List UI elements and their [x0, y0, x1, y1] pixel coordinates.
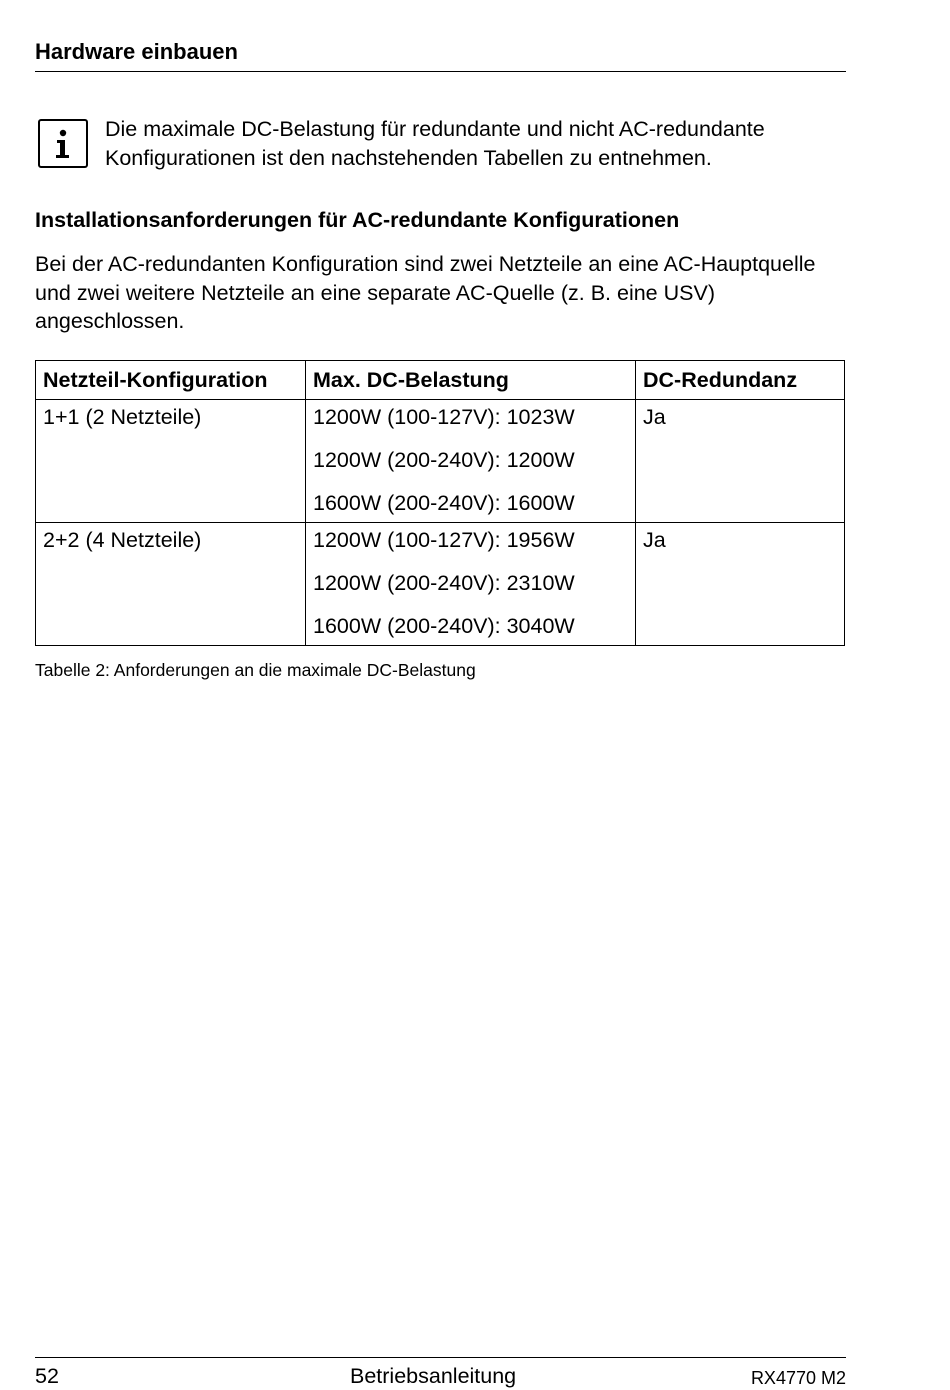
header-divider [35, 71, 846, 72]
section-paragraph: Bei der AC-redundanten Konfiguration sind zwei Netzteile an eine AC-Hauptquelle und zwei weitere Netzteile an eine separate AC-Quelle (z. B. eine USV) angeschlossen. [35, 252, 816, 333]
footer-doc-title: Betriebsanleitung [350, 1364, 517, 1388]
load-value: 1600W (200-240V): 3040W [313, 614, 575, 638]
info-icon [38, 119, 88, 168]
load-value: 1200W (200-240V): 1200W [313, 448, 575, 472]
dc-load-table [35, 360, 845, 646]
column-header-config: Netzteil-Konfiguration [36, 361, 306, 400]
table-caption: Tabelle 2: Anforderungen an die maximale DC-Belastung [35, 660, 476, 680]
load-value: 1600W (200-240V): 1600W [313, 491, 575, 515]
table-row [36, 523, 845, 646]
table-row [36, 400, 845, 523]
redundancy-text: Ja [643, 528, 666, 552]
info-note-text: Die maximale DC-Belastung für redundante und nicht AC-redundante Konfigurationen ist den nachstehenden Tabellen zu entnehmen. [105, 117, 765, 170]
cell-config [36, 400, 306, 523]
column-header-max-dc-load: Max. DC-Belastung [306, 361, 636, 400]
config-text: 2+2 (4 Netzteile) [43, 528, 202, 552]
cell-redundancy [636, 400, 845, 523]
section-heading: Installationsanforderungen für AC-redundante Konfigurationen [35, 208, 680, 232]
cell-loads [306, 400, 636, 523]
cell-redundancy [636, 523, 845, 646]
config-text: 1+1 (2 Netzteile) [43, 405, 202, 429]
cell-loads [306, 523, 636, 646]
load-value: 1200W (200-240V): 2310W [313, 571, 575, 595]
table-header-row [36, 361, 845, 400]
footer-divider [35, 1357, 846, 1358]
load-value: 1200W (100-127V): 1956W [313, 528, 575, 552]
info-glyph [54, 129, 72, 159]
load-value: 1200W (100-127V): 1023W [313, 405, 575, 429]
page-number: 52 [35, 1364, 59, 1388]
cell-config [36, 523, 306, 646]
footer-model: RX4770 M2 [750, 1368, 846, 1388]
redundancy-text: Ja [643, 405, 666, 429]
column-header-dc-redundancy: DC-Redundanz [636, 361, 845, 400]
page-header-title: Hardware einbauen [35, 39, 238, 64]
